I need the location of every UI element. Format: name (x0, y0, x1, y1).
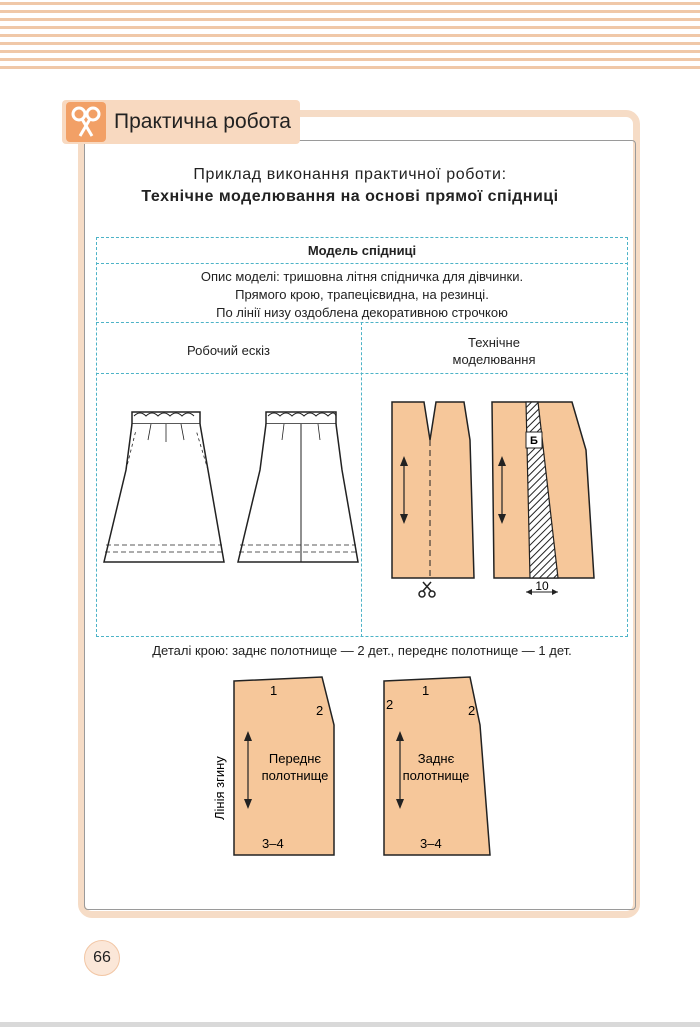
back-n34: 3–4 (420, 836, 442, 851)
column-tech-label-2: моделювання (452, 352, 536, 367)
front-label-1: Переднє (268, 751, 322, 766)
back-panel-pattern (384, 677, 490, 855)
scissors-mark-icon (419, 582, 435, 597)
dimension-label: 10 (535, 579, 549, 593)
front-n34: 3–4 (262, 836, 284, 851)
column-tech-label-1: Технічне (468, 335, 520, 350)
back-label-2: полотнище (402, 768, 470, 783)
top-stripes (0, 0, 700, 80)
description-line-2: Прямого крою, трапецієвидна, на резинці. (235, 287, 489, 302)
page-title-line2: Технічне моделювання на основі прямої спідниці (141, 188, 559, 205)
description-line-1: Опис моделі: тришовна літня спідничка для дівчинки. (200, 269, 524, 284)
back-n2b: 2 (468, 703, 476, 718)
pattern-letter: Б (530, 435, 538, 447)
skirt-sketches (96, 380, 362, 630)
column-sketch-label: Робочий ескіз (187, 343, 270, 358)
section-title: Практична робота (114, 110, 291, 133)
skirt-sketch-front (104, 412, 224, 562)
back-label-1: Заднє (417, 751, 455, 766)
front-label-2: полотнище (261, 768, 329, 783)
technical-patterns (362, 380, 627, 630)
skirt-sketch-back (238, 412, 358, 562)
page-title-line1: Приклад виконання практичної роботи: (193, 166, 507, 183)
back-n1: 1 (422, 683, 430, 698)
back-n2a: 2 (386, 697, 394, 712)
bottom-rule (0, 1022, 700, 1027)
front-n2: 2 (316, 703, 324, 718)
fold-line-label: Лінія згину (212, 756, 227, 820)
front-n1: 1 (270, 683, 278, 698)
scissors-icon (66, 102, 106, 142)
page-number: 66 (93, 949, 111, 966)
back-pattern-tech (492, 402, 594, 595)
front-pattern-tech (392, 402, 474, 597)
front-panel-pattern (212, 677, 334, 855)
table-header: Модель спідниці (307, 243, 417, 258)
cut-details-caption: Деталі крою: заднє полотнище — 2 дет., переднє полотнище — 1 дет. (152, 643, 572, 658)
description-line-3: По лінії низу оздоблена декоративною строчкою (216, 305, 508, 320)
cut-patterns (200, 665, 520, 875)
